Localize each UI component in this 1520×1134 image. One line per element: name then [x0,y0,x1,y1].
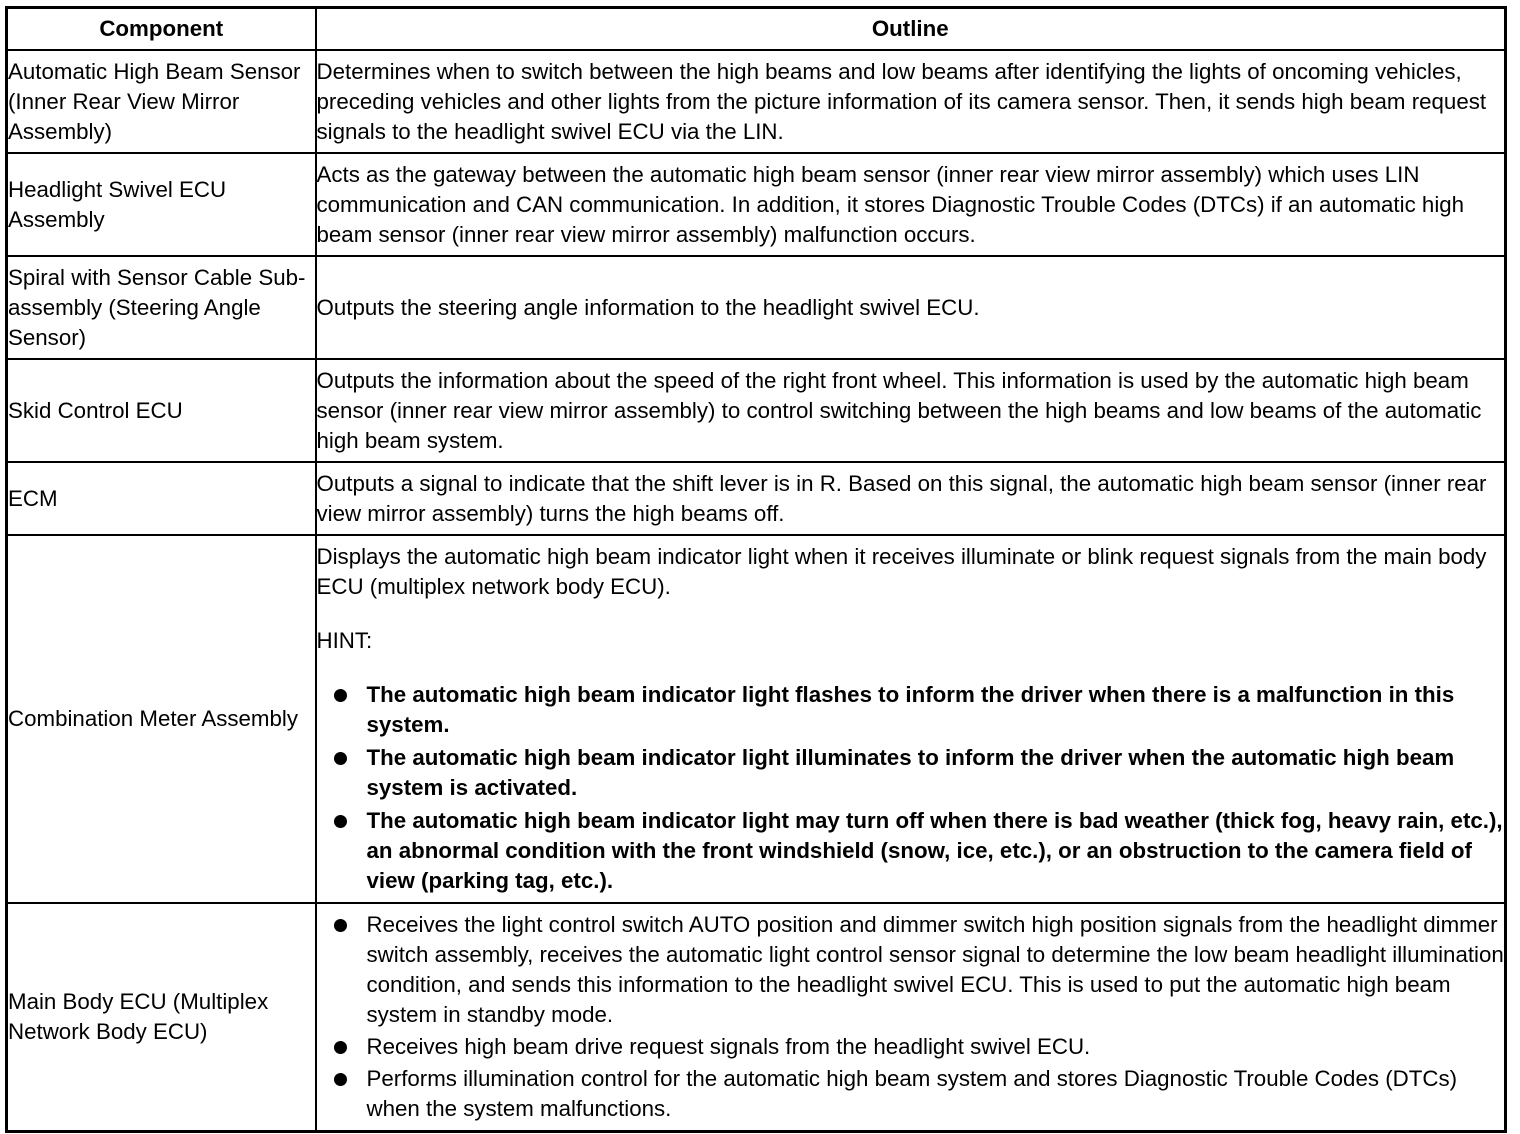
outline-cell: Outputs a signal to indicate that the shift lever is in R. Based on this signal, the automatic high beam sensor (inner rear view mirror assembly) turns the high beams off. [316,462,1506,535]
list-item [317,743,1505,803]
bullet-icon [334,919,347,932]
list-item [317,1032,1505,1062]
component-cell: Combination Meter Assembly [7,535,316,903]
bullet-list [317,910,1505,1124]
list-item [317,806,1505,896]
bullet-icon [334,1041,347,1054]
outline-cell: Outputs the information about the speed of the right front wheel. This information is used by the automatic high beam sensor (inner rear view mirror assembly) to control switching between the high beams and low beams of the automatic high beam system. [316,359,1506,462]
hint-text: The automatic high beam indicator light flashes to inform the driver when there is a malfunction in this system. [366,682,1455,737]
hint-text: The automatic high beam indicator light may turn off when there is bad weather (thick fog, heavy rain, etc.), an abnormal condition with the front windshield (snow, ice, etc.), or an obstruction to the camera field of view (parking tag, etc.). [366,808,1503,893]
component-cell: Headlight Swivel ECU Assembly [7,153,316,256]
header-component: Component [7,8,316,51]
list-item [317,1064,1505,1124]
bullet-text: Receives the light control switch AUTO position and dimmer switch high position signals from the headlight dimmer switch assembly, receives the automatic light control sensor signal to determine the low beam headlight illumination condition, and sends this information to the headlight swivel ECU. This is used to put the automatic high beam system in standby mode. [366,911,1504,1027]
component-cell: Skid Control ECU [7,359,316,462]
component-outline-table [5,6,1507,1133]
list-item [317,680,1505,740]
list-item [317,910,1505,1030]
table-row [7,462,1506,535]
bullet-icon [334,752,347,765]
outline-cell: Determines when to switch between the high beams and low beams after identifying the lights of oncoming vehicles, preceding vehicles and other lights from the picture information of its camera sensor. Then, it sends high beam request signals to the headlight swivel ECU via the LIN. [316,50,1506,153]
table-row [7,256,1506,359]
table-row [7,359,1506,462]
hint-text: The automatic high beam indicator light illuminates to inform the driver when the automatic high beam system is activated. [366,745,1455,800]
component-cell: Automatic High Beam Sensor (Inner Rear View Mirror Assembly) [7,50,316,153]
table-row [7,50,1506,153]
header-outline: Outline [316,8,1506,51]
outline-cell: Outputs the steering angle information to the headlight swivel ECU. [316,256,1506,359]
bullet-text: Performs illumination control for the automatic high beam system and stores Diagnostic Trouble Codes (DTCs) when the system malfunctions. [366,1065,1458,1121]
bullet-icon [334,1073,347,1086]
table-row [7,903,1506,1131]
bullet-icon [334,689,347,702]
outline-cell [316,535,1506,903]
outline-cell [316,903,1506,1131]
component-cell: Spiral with Sensor Cable Sub-assembly (Steering Angle Sensor) [7,256,316,359]
table-row [7,153,1506,256]
outline-cell: Acts as the gateway between the automatic high beam sensor (inner rear view mirror assembly) which uses LIN communication and CAN communication. In addition, it stores Diagnostic Trouble Codes (DTCs) if an automatic high beam sensor (inner rear view mirror assembly) malfunction occurs. [316,153,1506,256]
bullet-text: Receives high beam drive request signals from the headlight swivel ECU. [366,1033,1091,1059]
bullet-icon [334,815,347,828]
header-row [7,8,1506,51]
table-row [7,535,1506,903]
outline-paragraph: Displays the automatic high beam indicator light when it receives illuminate or blink request signals from the main body ECU (multiplex network body ECU). [316,544,1487,599]
hint-list [317,680,1505,896]
component-cell: ECM [7,462,316,535]
component-cell: Main Body ECU (Multiplex Network Body ECU) [7,903,316,1131]
hint-label: HINT: [316,628,373,653]
